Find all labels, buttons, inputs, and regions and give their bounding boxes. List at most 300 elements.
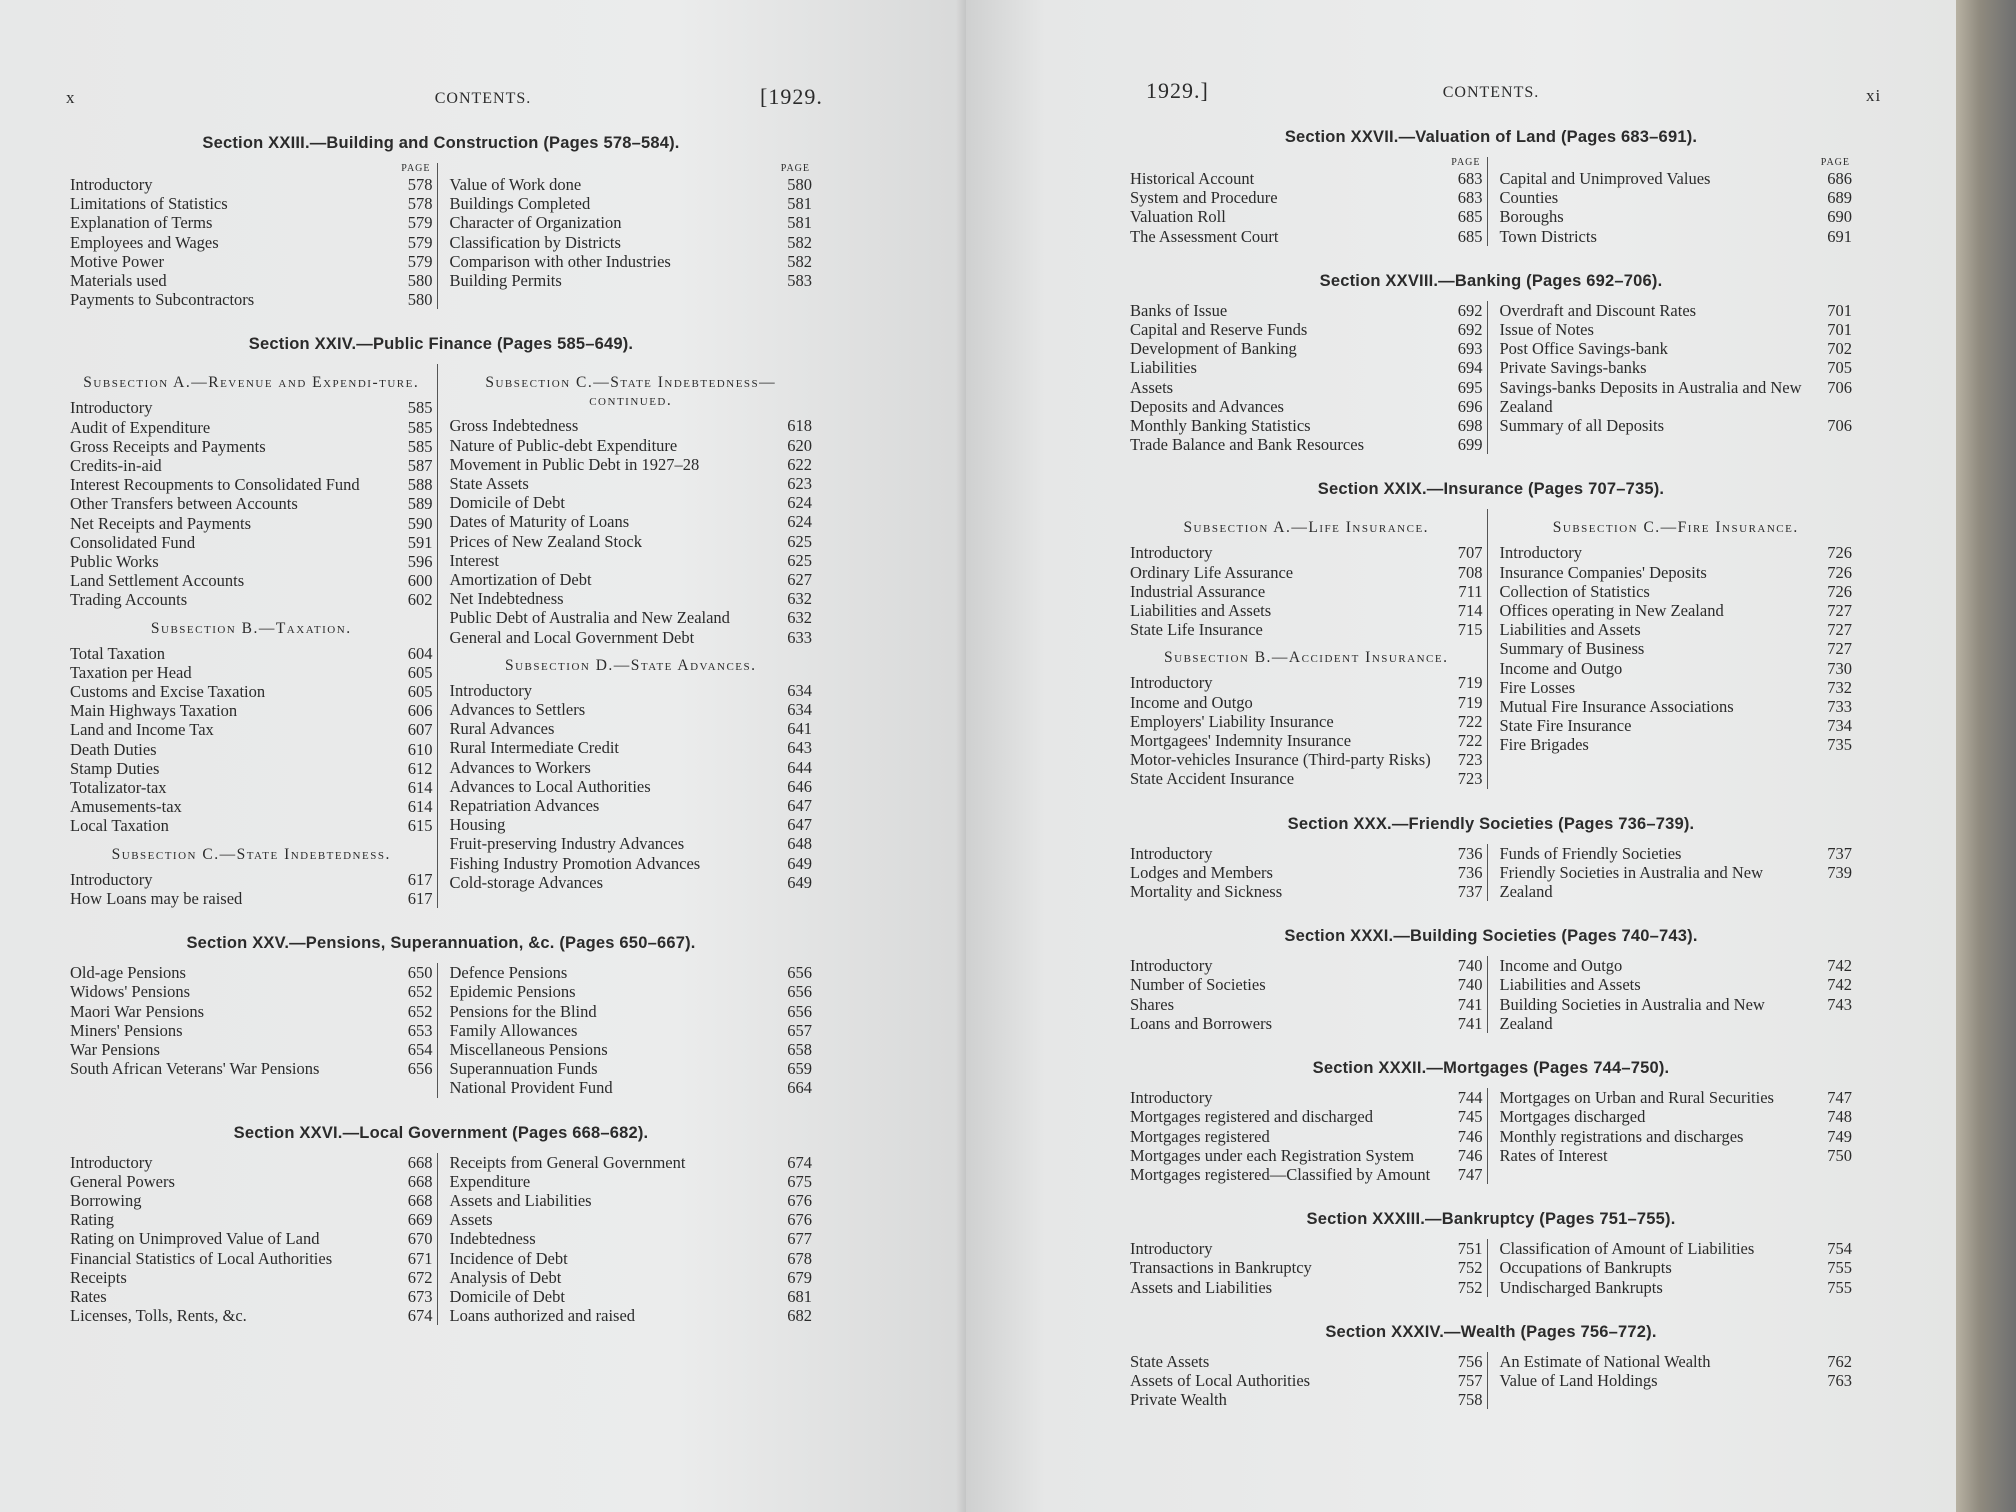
section-column <box>437 1153 817 1326</box>
entry-label: Totalizator-tax <box>70 778 167 798</box>
entry-page-number: 607 <box>407 720 433 740</box>
entry-page-number: 692 <box>1457 300 1483 320</box>
entry-label: Fishing Industry Promotion Advances <box>449 853 701 873</box>
entry-page-number: 705 <box>1827 358 1852 378</box>
contents-entry <box>1130 995 1483 1014</box>
entry-label: Stamp Duties <box>70 758 160 778</box>
contents-entry <box>450 608 813 627</box>
entry-page-number: 719 <box>1457 692 1483 712</box>
contents-entry <box>1500 620 1853 639</box>
entry-label: Building Permits <box>449 271 562 291</box>
entry-label: Introductory <box>1130 956 1213 976</box>
entry-page-number: 610 <box>407 739 433 759</box>
section-title: Section XXXIII.—Bankruptcy (Pages 751–755). <box>1306 1210 1676 1229</box>
entry-label: Advances to Settlers <box>449 700 586 720</box>
entry-page-number: 617 <box>407 888 433 908</box>
contents-section <box>66 934 816 1097</box>
entry-page-number: 730 <box>1827 658 1852 678</box>
contents-entry <box>450 570 813 589</box>
contents-entry <box>450 493 813 512</box>
entry-label: How Loans may be raised <box>70 888 243 908</box>
contents-entry <box>1130 188 1483 207</box>
entry-page-number: 682 <box>787 1306 812 1326</box>
left-sections <box>66 134 816 1351</box>
page-column-label: PAGE <box>1451 157 1481 168</box>
subsection-heading: Subsection C.—State Indebtedness—continued. <box>485 374 777 410</box>
contents-entry <box>450 1268 813 1287</box>
entry-page-number: 701 <box>1827 320 1852 340</box>
entry-page-number: 654 <box>407 1039 433 1059</box>
contents-entry <box>1500 320 1853 339</box>
entry-page-number: 677 <box>787 1229 812 1249</box>
section-title: Section XXVI.—Local Government (Pages 668–682). <box>233 1123 649 1142</box>
section-column <box>1126 157 1487 246</box>
entry-page-number: 579 <box>407 213 433 233</box>
entry-page-number: 644 <box>787 757 812 777</box>
contents-entry <box>70 233 433 252</box>
entry-label: Offices operating in New Zealand <box>1499 601 1724 621</box>
contents-entry <box>450 1210 813 1229</box>
entry-page-number: 748 <box>1827 1107 1852 1127</box>
entry-label: Pensions for the Blind <box>449 1001 597 1021</box>
subsection-heading: Subsection C.—State Indebtedness. <box>111 845 391 863</box>
entry-label: Assets <box>449 1210 493 1230</box>
contents-entry <box>1130 397 1483 416</box>
entry-page-number: 747 <box>1457 1164 1483 1184</box>
entry-page-number: 737 <box>1827 843 1852 863</box>
entry-label: Lodges and Members <box>1130 862 1273 882</box>
contents-entry <box>450 271 813 290</box>
contents-entry <box>1500 1239 1853 1258</box>
entry-label: Introductory <box>70 1152 153 1172</box>
entry-page-number: 600 <box>407 571 433 591</box>
entry-label: Taxation per Head <box>70 662 192 682</box>
section-column <box>1126 301 1487 455</box>
entry-label: Superannuation Funds <box>449 1059 598 1079</box>
entry-label: Interest <box>449 550 499 570</box>
contents-entry <box>450 1059 813 1078</box>
entry-page-number: 581 <box>787 194 812 214</box>
entry-page-number: 582 <box>787 232 812 252</box>
entry-label: Assets of Local Authorities <box>1130 1370 1311 1390</box>
entry-label: Maori War Pensions <box>70 1001 205 1021</box>
entry-label: Trading Accounts <box>70 590 188 610</box>
entry-label: Fire Brigades <box>1499 735 1589 755</box>
contents-entry <box>450 834 813 853</box>
section-column <box>1126 844 1487 902</box>
entry-page-number: 674 <box>407 1306 433 1326</box>
contents-entry <box>70 1002 433 1021</box>
entry-page-number: 624 <box>787 493 812 513</box>
entry-page-number: 646 <box>787 776 812 796</box>
contents-entry <box>70 889 433 908</box>
section-title: Section XXIV.—Public Finance (Pages 585–649). <box>248 335 634 354</box>
entry-label: Public Works <box>70 552 159 572</box>
entry-page-number: 743 <box>1827 994 1852 1014</box>
contents-entry <box>450 1002 813 1021</box>
contents-entry <box>450 1287 813 1306</box>
contents-entry <box>450 1172 813 1191</box>
entry-page-number: 736 <box>1457 843 1483 863</box>
entry-label: Summary of all Deposits <box>1499 416 1665 436</box>
section-columns <box>1126 1352 1856 1410</box>
contents-entry <box>1500 716 1853 735</box>
contents-entry <box>1130 227 1483 246</box>
entry-label: Introductory <box>1130 543 1213 563</box>
section-column <box>1126 1088 1487 1184</box>
entry-label: Receipts <box>70 1267 127 1287</box>
contents-entry <box>450 1078 813 1097</box>
contents-entry <box>1500 1278 1853 1297</box>
entry-page-number: 614 <box>407 778 433 798</box>
entry-page-number: 757 <box>1457 1370 1483 1390</box>
contents-entry <box>70 963 433 982</box>
entry-label: Introductory <box>1130 1088 1213 1108</box>
entry-label: Shares <box>1130 994 1174 1014</box>
entry-label: Local Taxation <box>70 816 169 836</box>
entry-label: Introductory <box>1499 543 1582 563</box>
section-columns <box>1126 1239 1856 1297</box>
entry-page-number: 580 <box>407 271 433 291</box>
contents-entry <box>450 777 813 796</box>
contents-section <box>1126 815 1856 902</box>
entry-label: Credits-in-aid <box>70 456 162 476</box>
entry-page-number: 602 <box>407 590 433 610</box>
entry-label: Total Taxation <box>70 643 165 663</box>
entry-label: Fruit-preserving Industry Advances <box>449 834 685 854</box>
entry-page-number: 585 <box>407 417 433 437</box>
contents-entry <box>1500 563 1853 582</box>
entry-label: Mortgages registered—Classified by Amount <box>1130 1164 1431 1184</box>
entry-page-number: 726 <box>1827 581 1852 601</box>
entry-page-number: 653 <box>407 1020 433 1040</box>
entry-label: Incidence of Debt <box>449 1248 568 1268</box>
contents-entry <box>70 514 433 533</box>
entry-page-number: 585 <box>407 436 433 456</box>
contents-entry <box>450 474 813 493</box>
entry-page-number: 722 <box>1457 731 1483 751</box>
entry-label: Repatriation Advances <box>449 796 600 816</box>
page-edge <box>1956 0 2016 1512</box>
section-column <box>1126 956 1487 1033</box>
contents-entry <box>450 982 813 1001</box>
contents-entry <box>1130 1014 1483 1033</box>
entry-label: Liabilities and Assets <box>1499 620 1641 640</box>
contents-entry <box>1500 956 1853 975</box>
contents-entry <box>1500 735 1853 754</box>
entry-label: Rating on Unimproved Value of Land <box>70 1229 320 1249</box>
contents-section <box>1126 927 1856 1033</box>
entry-page-number: 739 <box>1827 862 1852 882</box>
contents-entry <box>70 682 433 701</box>
entry-label: Number of Societies <box>1130 975 1266 995</box>
entry-label: Assets <box>1130 377 1174 397</box>
entry-page-number: 735 <box>1827 735 1852 755</box>
subsection-heading: Subsection B.—Accident Insurance. <box>1164 649 1449 667</box>
contents-entry <box>1500 1352 1853 1371</box>
entry-label: Mortgages on Urban and Rural Securities <box>1499 1088 1774 1108</box>
contents-entry <box>450 1229 813 1248</box>
entry-label: Indebtedness <box>449 1229 536 1249</box>
entry-page-number: 648 <box>787 834 812 854</box>
section-column <box>1487 1352 1857 1410</box>
entry-label: Funds of Friendly Societies <box>1499 843 1682 863</box>
entry-page-number: 751 <box>1457 1239 1483 1259</box>
section-column <box>1126 509 1487 788</box>
contents-entry <box>1500 1371 1853 1390</box>
entry-page-number: 736 <box>1457 862 1483 882</box>
contents-entry <box>70 759 433 778</box>
contents-entry <box>70 870 433 889</box>
entry-page-number: 727 <box>1827 639 1852 659</box>
entry-label: Mortgagees' Indemnity Insurance <box>1130 731 1352 751</box>
contents-entry <box>1130 1390 1483 1409</box>
entry-label: Consolidated Fund <box>70 532 196 552</box>
entry-label: Undischarged Bankrupts <box>1499 1277 1663 1297</box>
entry-label: Defence Pensions <box>449 963 568 983</box>
entry-label: Domicile of Debt <box>449 1286 565 1306</box>
entry-label: Buildings Completed <box>449 194 591 214</box>
entry-label: Savings-banks Deposits in Australia and New Zealand <box>1499 377 1802 416</box>
entry-page-number: 685 <box>1457 226 1483 246</box>
entry-label: Classification of Amount of Liabilities <box>1499 1239 1755 1259</box>
section-title: Section XXIII.—Building and Construction (Pages 578–584). <box>202 134 680 152</box>
entry-page-number: 632 <box>787 589 812 609</box>
section-column <box>1487 509 1857 788</box>
entry-label: Advances to Local Authorities <box>449 776 651 796</box>
entry-label: Gross Indebtedness <box>449 416 579 436</box>
contents-entry <box>450 436 813 455</box>
section-column <box>1487 157 1857 246</box>
contents-entry <box>70 1306 433 1325</box>
section-column <box>66 963 437 1097</box>
entry-label: Advances to Workers <box>449 757 591 777</box>
contents-entry <box>450 1021 813 1040</box>
entry-page-number: 673 <box>407 1286 433 1306</box>
entry-label: Value of Work done <box>449 175 582 194</box>
contents-section <box>1126 272 1856 455</box>
entry-label: Financial Statistics of Local Authorities <box>70 1248 333 1268</box>
section-column <box>1126 1239 1487 1297</box>
entry-page-number: 605 <box>407 662 433 682</box>
entry-label: State Assets <box>449 474 529 494</box>
page-column-label: PAGE <box>780 163 810 174</box>
entry-label: Public Debt of Australia and New Zealand <box>449 608 730 628</box>
entry-label: South African Veterans' War Pensions <box>70 1059 320 1079</box>
entry-page-number: 706 <box>1827 377 1852 397</box>
entry-label: Transactions in Bankruptcy <box>1130 1258 1312 1278</box>
contents-entry <box>1130 1352 1483 1371</box>
entry-page-number: 758 <box>1457 1390 1483 1410</box>
contents-entry <box>1500 659 1853 678</box>
entry-label: Rating <box>70 1210 114 1230</box>
contents-entry <box>70 213 433 232</box>
entry-label: Industrial Assurance <box>1130 581 1266 601</box>
section-columns <box>1126 509 1856 788</box>
contents-entry <box>70 982 433 1001</box>
section-columns <box>66 963 816 1097</box>
contents-entry <box>70 644 433 663</box>
entry-label: Widows' Pensions <box>70 982 191 1002</box>
contents-entry <box>70 1229 433 1248</box>
contents-entry <box>70 571 433 590</box>
contents-entry <box>450 175 813 194</box>
entry-label: Classification by Districts <box>449 232 621 252</box>
entry-page-number: 647 <box>787 796 812 816</box>
entry-page-number: 756 <box>1457 1351 1483 1371</box>
contents-entry <box>70 1172 433 1191</box>
entry-label: System and Procedure <box>1130 188 1278 208</box>
entry-label: Income and Outgo <box>1130 692 1253 712</box>
entry-page-number: 715 <box>1457 620 1483 640</box>
entry-page-number: 614 <box>407 797 433 817</box>
entry-label: Amusements-tax <box>70 797 182 817</box>
entry-page-number: 723 <box>1457 769 1483 789</box>
entry-label: Liabilities <box>1130 358 1197 378</box>
contents-entry <box>1130 1107 1483 1126</box>
entry-page-number: 622 <box>787 454 812 474</box>
section-columns <box>66 364 816 908</box>
contents-entry <box>1500 844 1853 863</box>
entry-label: Rural Advances <box>449 719 555 739</box>
entry-label: Epidemic Pensions <box>449 982 576 1002</box>
entry-page-number: 624 <box>787 512 812 532</box>
entry-label: Liabilities and Assets <box>1130 601 1272 621</box>
left-page-number: x <box>66 88 76 107</box>
entry-label: Boroughs <box>1499 207 1564 227</box>
entry-label: The Assessment Court <box>1130 226 1279 246</box>
entry-page-number: 656 <box>787 963 812 983</box>
entry-page-number: 750 <box>1827 1145 1852 1165</box>
section-title: Section XXX.—Friendly Societies (Pages 736–739). <box>1287 814 1695 833</box>
entry-label: Monthly registrations and discharges <box>1499 1126 1744 1146</box>
entry-page-number: 633 <box>787 627 812 647</box>
contents-entry <box>70 797 433 816</box>
contents-entry <box>450 1249 813 1268</box>
entry-page-number: 656 <box>787 982 812 1002</box>
contents-entry <box>70 590 433 609</box>
contents-entry <box>450 628 813 647</box>
contents-entry <box>1130 358 1483 377</box>
contents-entry <box>1130 731 1483 750</box>
contents-entry <box>1130 378 1483 397</box>
contents-entry <box>70 437 433 456</box>
entry-label: Analysis of Debt <box>449 1267 562 1287</box>
contents-entry <box>70 552 433 571</box>
right-running-head <box>966 78 1956 112</box>
contents-entry <box>1130 620 1483 639</box>
entry-page-number: 693 <box>1457 339 1483 359</box>
entry-page-number: 596 <box>407 552 433 572</box>
entry-page-number: 755 <box>1827 1258 1852 1278</box>
entry-page-number: 617 <box>407 869 433 889</box>
section-column <box>1487 844 1857 902</box>
entry-page-number: 762 <box>1827 1351 1852 1371</box>
contents-entry <box>1130 339 1483 358</box>
contents-entry <box>450 796 813 815</box>
entry-page-number: 591 <box>407 532 433 552</box>
entry-label: General and Local Government Debt <box>449 627 695 647</box>
entry-label: Nature of Public-debt Expenditure <box>449 435 678 455</box>
contents-section <box>66 1124 816 1326</box>
entry-page-number: 745 <box>1457 1107 1483 1127</box>
entry-page-number: 714 <box>1457 601 1483 621</box>
entry-page-number: 658 <box>787 1039 812 1059</box>
entry-page-number: 690 <box>1827 207 1852 227</box>
entry-label: Private Wealth <box>1130 1390 1227 1410</box>
subsection-heading: Subsection A.—Revenue and Expendi-ture. <box>83 374 420 392</box>
entry-label: Introductory <box>70 175 153 194</box>
entry-label: Post Office Savings-bank <box>1499 339 1668 359</box>
contents-entry <box>450 963 813 982</box>
left-page <box>0 0 966 1512</box>
contents-entry <box>1130 169 1483 188</box>
entry-label: Housing <box>449 815 506 835</box>
entry-page-number: 620 <box>787 435 812 455</box>
contents-section <box>1126 480 1856 788</box>
entry-page-number: 741 <box>1457 1013 1483 1033</box>
entry-page-number: 583 <box>787 271 812 291</box>
entry-page-number: 732 <box>1827 677 1852 697</box>
entry-label: Assets and Liabilities <box>449 1190 592 1210</box>
entry-label: Receipts from General Government <box>449 1152 686 1172</box>
entry-label: Limitations of Statistics <box>70 194 228 214</box>
entry-label: Employers' Liability Insurance <box>1130 711 1334 731</box>
contents-entry <box>450 681 813 700</box>
section-title: Section XXVIII.—Banking (Pages 692–706). <box>1319 271 1663 290</box>
entry-page-number: 754 <box>1827 1239 1852 1259</box>
entry-page-number: 763 <box>1827 1370 1852 1390</box>
contents-entry <box>1500 339 1853 358</box>
entry-page-number: 742 <box>1827 956 1852 976</box>
contents-entry <box>1130 673 1483 692</box>
contents-entry <box>450 589 813 608</box>
entry-label: Character of Organization <box>449 213 622 233</box>
entry-label: Value of Land Holdings <box>1499 1370 1658 1390</box>
contents-entry <box>1130 435 1483 454</box>
contents-entry <box>450 233 813 252</box>
section-columns <box>66 1153 816 1326</box>
contents-entry <box>70 1059 433 1078</box>
entry-label: Friendly Societies in Australia and New Zealand <box>1499 862 1763 902</box>
entry-label: An Estimate of National Wealth <box>1499 1351 1711 1371</box>
section-columns <box>66 163 816 309</box>
entry-label: Net Receipts and Payments <box>70 513 252 533</box>
entry-page-number: 699 <box>1457 435 1483 455</box>
entry-page-number: 581 <box>787 213 812 233</box>
entry-page-number: 589 <box>407 494 433 514</box>
entry-page-number: 726 <box>1827 543 1852 563</box>
entry-label: State Accident Insurance <box>1130 769 1295 789</box>
section-column <box>437 364 817 908</box>
contents-entry <box>70 1021 433 1040</box>
right-page <box>966 0 1956 1512</box>
entry-label: Land Settlement Accounts <box>70 571 245 591</box>
contents-entry <box>70 418 433 437</box>
entry-page-number: 675 <box>787 1171 812 1191</box>
section-column <box>1487 301 1857 455</box>
section-columns <box>1126 301 1856 455</box>
contents-entry <box>1500 543 1853 562</box>
page-column-label: PAGE <box>401 163 431 174</box>
entry-label: Borrowing <box>70 1190 142 1210</box>
entry-page-number: 676 <box>787 1190 812 1210</box>
entry-label: Income and Outgo <box>1499 658 1623 678</box>
section-column <box>1487 956 1857 1033</box>
entry-page-number: 696 <box>1457 396 1483 416</box>
entry-page-number: 578 <box>407 175 433 194</box>
contents-entry <box>1500 863 1853 901</box>
